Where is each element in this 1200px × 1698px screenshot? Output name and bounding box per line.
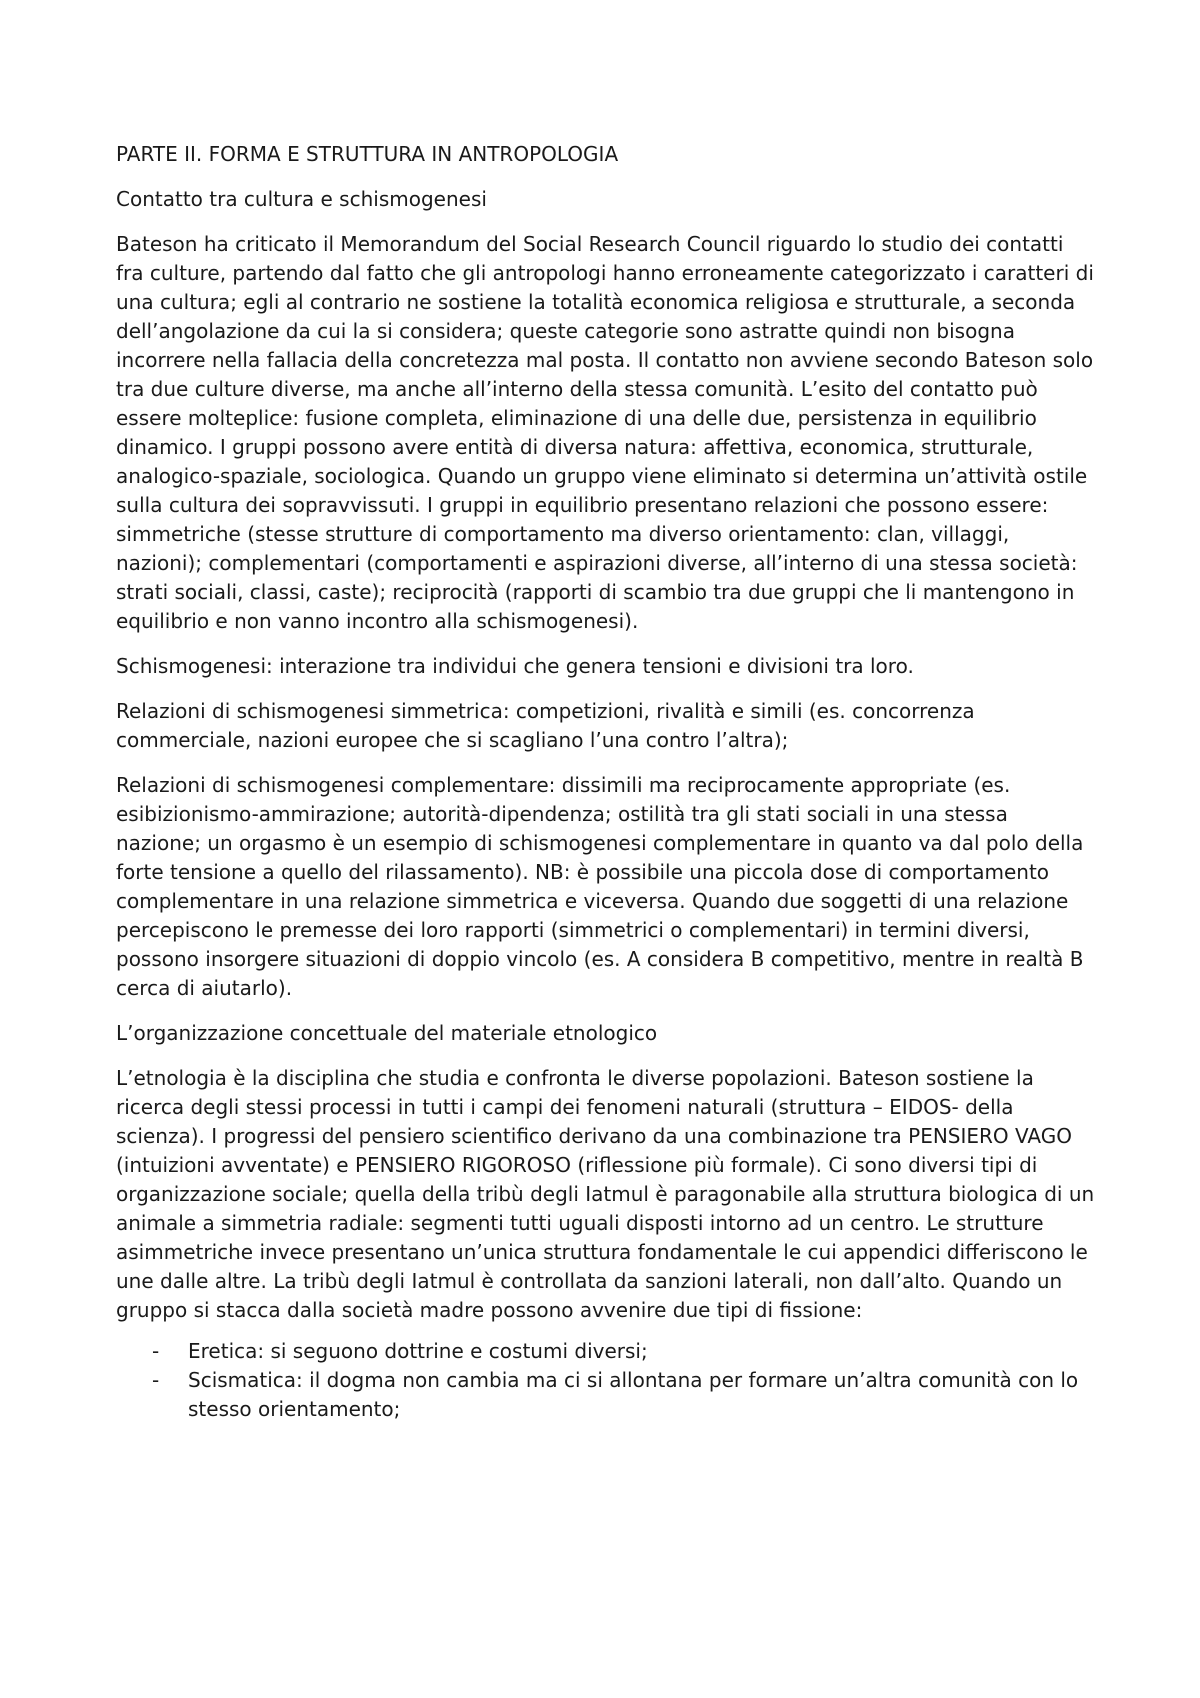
paragraph-etnologia: L’etnologia è la disciplina che studia e confronta le diverse popolazioni. Bateson sostiene la ricerca degli stessi processi in tutti i campi dei fenomeni naturali (struttura – EIDOS- della scienza). I progressi del pensiero scientifico derivano da una combinazione tra PENSIERO VAGO (intuizioni avventate) e PENSIERO RIGOROSO (riflessione più formale). Ci sono diversi tipi di organizzazione sociale; quella della tribù degli Iatmul è paragonabile alla struttura biologica di un animale a simmetria radiale: segmenti tutti uguali disposti intorno ad un centro. Le strutture asimmetriche invece presentano un’unica struttura fondamentale le cui appendici differiscono le une dalle altre. La tribù degli Iatmul è controllata da sanzioni laterali, non dall’alto. Quando un gruppo si stacca dalla società madre possono avvenire due tipi di fissione: [116, 1066, 1095, 1322]
list-item [116, 1366, 1096, 1424]
paragraph-schismogenesi-definition: Schismogenesi: interazione tra individui che genera tensioni e divisioni tra loro. [116, 654, 914, 678]
paragraph-schismogenesi-simmetrica: Relazioni di schismogenesi simmetrica: competizioni, rivalità e simili (es. concorrenza commerciale, nazioni europee che si scagliano l’una contro l’altra); [116, 699, 975, 752]
document-page [116, 140, 1096, 1424]
document-title: PARTE II. FORMA E STRUTTURA IN ANTROPOLOGIA [116, 142, 619, 166]
list-bullet: - [152, 1339, 160, 1363]
list-item-text: Scismatica: il dogma non cambia ma ci si allontana per formare un’altra comunità con lo stesso orientamento; [188, 1368, 1079, 1421]
paragraph-bateson-memorandum: Bateson ha criticato il Memorandum del Social Research Council riguardo lo studio dei contatti fra culture, partendo dal fatto che gli antropologi hanno erroneamente categorizzato i caratteri di una cultura; egli al contrario ne sostiene la totalità economica religiosa e strutturale, a seconda dell’angolazione da cui la si considera; queste categorie sono astratte quindi non bisogna incorrere nella fallacia della concretezza mal posta. Il contatto non avviene secondo Bateson solo tra due culture diverse, ma anche all’interno della stessa comunità. L’esito del contatto può essere molteplice: fusione completa, eliminazione di una delle due, persistenza in equilibrio dinamico. I gruppi possono avere entità di diversa natura: affettiva, economica, strutturale, analogico-spaziale, sociologica. Quando un gruppo viene eliminato si determina un’attività ostile sulla cultura dei sopravvissuti. I gruppi in equilibrio presentano relazioni che possono essere: simmetriche (stesse strutture di comportamento ma diverso orientamento: clan, villaggi, nazioni); complementari (comportamenti e aspirazioni diverse, all’interno di una stessa società: strati sociali, classi, caste); reciprocità (rapporti di scambio tra due gruppi che li mantengono in equilibrio e non vanno incontro alla schismogenesi). [116, 232, 1094, 633]
fission-types-list [116, 1337, 1096, 1424]
list-item-text: Eretica: si seguono dottrine e costumi diversi; [188, 1339, 648, 1363]
list-bullet: - [152, 1368, 160, 1392]
section-heading-contatto: Contatto tra cultura e schismogenesi [116, 187, 487, 211]
list-item [116, 1337, 1096, 1366]
paragraph-schismogenesi-complementare: Relazioni di schismogenesi complementare: dissimili ma reciprocamente appropriate (es. esibizionismo-ammirazione; autorità-dipendenza; ostilità tra gli stati sociali in una stessa nazione; un orgasmo è un esempio di schismogenesi complementare in quanto va dal polo della forte tensione a quello del rilassamento). NB: è possibile una piccola dose di comportamento complementare in una relazione simmetrica e viceversa. Quando due soggetti di una relazione percepiscono le premesse dei loro rapporti (simmetrici o complementari) in termini diversi, possono insorgere situazioni di doppio vincolo (es. A considera B competitivo, mentre in realtà B cerca di aiutarlo). [116, 773, 1084, 1000]
section-heading-organizzazione: L’organizzazione concettuale del materiale etnologico [116, 1021, 658, 1045]
